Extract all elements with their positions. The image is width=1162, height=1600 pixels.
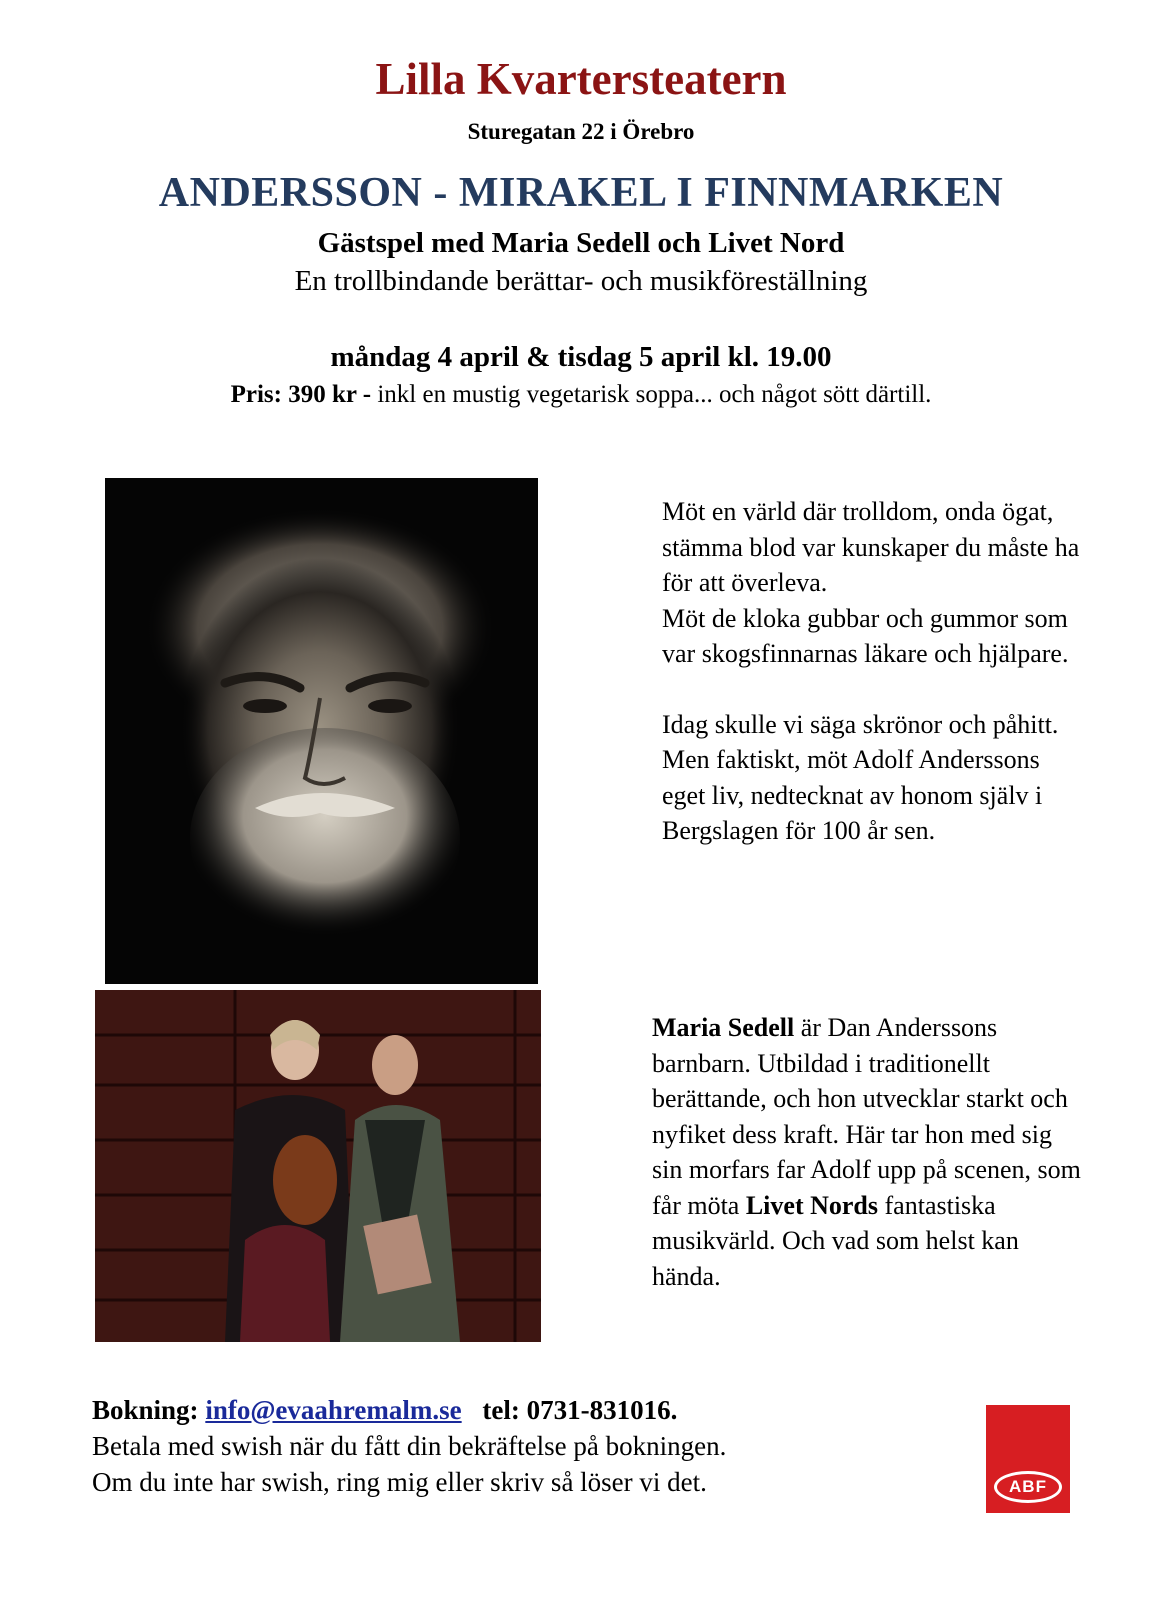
bio-text-2: fantastiska musikvärld. Och vad som helst kan hända. xyxy=(652,1190,1019,1291)
tagline: En trollbindande berättar- och musikföreställning xyxy=(294,265,868,297)
price-line xyxy=(0,380,1162,410)
event-dates: måndag 4 april & tisdag 5 april kl. 19.00 xyxy=(330,341,832,373)
intro-paragraph-2: Möt de kloka gubbar och gummor som var skogsfinnarnas läkare och hjälpare. xyxy=(662,603,1069,668)
booking-swish-line: Betala med swish när du fått din bekräftelse på bokningen. xyxy=(92,1431,727,1461)
performer-name-maria: Maria Sedell xyxy=(652,1013,795,1042)
price-text: inkl en mustig vegetarisk soppa... och något sött därtill. xyxy=(371,381,932,408)
intro-paragraph-3: Idag skulle vi säga skrönor och påhitt. Men faktiskt, möt Adolf Anderssons eget liv, nedtecknat av honom själv i Bergslagen för 100 år sen. xyxy=(662,709,1059,845)
portrait-photo xyxy=(105,478,538,984)
intro-text xyxy=(662,494,1082,884)
bio-text-1: är Dan Anderssons barnbarn. Utbildad i traditionellt berättande, och hon utvecklar starkt och nyfiket dess kraft. Här tar hon med sig sin morfars far Adolf upp på scenen, som får möta xyxy=(652,1013,1081,1220)
performers-photo xyxy=(95,990,541,1342)
intro-paragraph-1: Möt en värld där trolldom, onda ögat, stämma blod var kunskaper du måste ha för att överleva. xyxy=(662,497,1080,597)
abf-logo-text: ABF xyxy=(994,1471,1062,1503)
booking-label: Bokning: xyxy=(92,1395,199,1425)
guest-line: Gästspel med Maria Sedell och Livet Nord xyxy=(317,227,845,259)
price-label: Pris: 390 kr - xyxy=(230,381,372,408)
booking-alt-line: Om du inte har swish, ring mig eller skriv så löser vi det. xyxy=(92,1467,707,1497)
venue-address: Sturegatan 22 i Örebro xyxy=(467,119,695,144)
performer-name-livet-nord: Livet Nords xyxy=(745,1190,879,1220)
bio-text xyxy=(652,1010,1082,1294)
show-title: ANDERSSON - MIRAKEL I FINNMARKEN xyxy=(158,170,1004,216)
booking-phone: tel: 0731-831016. xyxy=(482,1395,678,1425)
venue-title: Lilla Kvartersteatern xyxy=(375,54,787,104)
booking-email-link[interactable]: info@evaahremalm.se xyxy=(205,1395,462,1425)
abf-logo xyxy=(986,1405,1070,1513)
booking-info xyxy=(92,1392,992,1500)
